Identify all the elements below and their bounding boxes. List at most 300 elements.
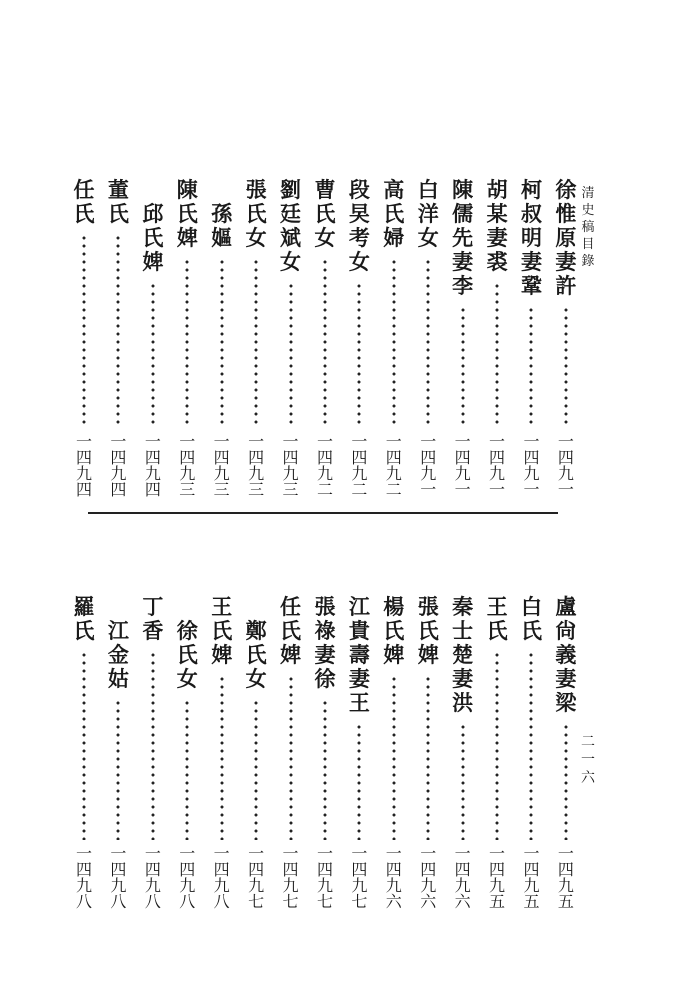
dot-leader xyxy=(289,675,293,840)
entry-page-char: 九 xyxy=(248,464,265,483)
entry-page-char: 八 xyxy=(75,892,92,911)
running-head-char: 清 xyxy=(581,186,595,201)
entry-page-char: 四 xyxy=(110,448,127,467)
dot-leader xyxy=(185,258,189,428)
toc-block-bottom xyxy=(70,595,580,910)
entry-name-char: 妻 xyxy=(452,249,474,274)
entry-name xyxy=(380,178,408,250)
running-head-char: 錄 xyxy=(581,254,595,269)
entry-name xyxy=(70,595,98,643)
entry-page xyxy=(487,434,507,498)
entry-name-char: 妻 xyxy=(555,666,577,691)
entry-name-char: 氏 xyxy=(211,618,233,643)
entry-page-char: 四 xyxy=(144,860,161,879)
entry-name-char: 氏 xyxy=(520,618,542,643)
entry-page-char: 九 xyxy=(144,464,161,483)
toc-entry[interactable] xyxy=(208,595,236,910)
entry-page-char: 一 xyxy=(454,480,471,499)
entry-name-char: 氏 xyxy=(486,618,508,643)
entry-name xyxy=(414,178,442,250)
entry-page-char: 四 xyxy=(523,448,540,467)
toc-entry[interactable] xyxy=(104,595,132,910)
toc-entry[interactable] xyxy=(277,178,305,498)
entry-name-char: 丁 xyxy=(142,594,164,619)
entry-name xyxy=(242,178,270,250)
entry-page-char: 四 xyxy=(144,448,161,467)
entry-name-char: 張 xyxy=(314,594,336,619)
entry-page-char: 九 xyxy=(523,876,540,895)
toc-entry[interactable] xyxy=(517,595,545,910)
entry-page-char: 四 xyxy=(420,860,437,879)
divider-line xyxy=(88,512,558,514)
entry-name-char: 女 xyxy=(245,666,267,691)
entry-page-char: 四 xyxy=(489,860,506,879)
entry-name-char: 祿 xyxy=(314,618,336,643)
toc-entry[interactable] xyxy=(517,178,545,498)
entry-page-char: 四 xyxy=(351,448,368,467)
entry-page xyxy=(384,846,404,910)
entry-page xyxy=(315,434,335,498)
entry-page-char: 一 xyxy=(213,844,230,863)
entry-name-char: 盧 xyxy=(555,594,577,619)
entry-name-char: 氏 xyxy=(73,201,95,226)
entry-name xyxy=(242,619,270,691)
entry-name xyxy=(483,595,511,643)
dot-leader xyxy=(495,282,499,428)
entry-page-char: 九 xyxy=(75,464,92,483)
entry-page xyxy=(315,846,335,910)
entry-page xyxy=(212,434,232,498)
entry-page-char: 四 xyxy=(179,448,196,467)
entry-page-char: 一 xyxy=(523,844,540,863)
entry-name-char: 羅 xyxy=(73,594,95,619)
toc-entry[interactable] xyxy=(380,178,408,498)
entry-page-char: 四 xyxy=(179,860,196,879)
entry-name-char: 義 xyxy=(555,642,577,667)
dot-leader xyxy=(392,675,396,840)
toc-entry[interactable] xyxy=(311,178,339,498)
dot-leader xyxy=(116,699,120,840)
entry-name-char: 裘 xyxy=(486,249,508,274)
entry-name-char: 貴 xyxy=(348,618,370,643)
entry-name-char: 江 xyxy=(348,594,370,619)
toc-entry[interactable] xyxy=(70,178,98,498)
entry-name xyxy=(277,178,305,274)
entry-name-char: 氏 xyxy=(383,201,405,226)
entry-name-char: 氏 xyxy=(245,642,267,667)
entry-name xyxy=(483,178,511,274)
dot-leader xyxy=(357,723,361,840)
entry-page-char: 四 xyxy=(557,860,574,879)
entry-page-char: 九 xyxy=(282,876,299,895)
entry-page-char: 九 xyxy=(454,876,471,895)
entry-name-char: 姑 xyxy=(107,666,129,691)
entry-page-char: 四 xyxy=(351,860,368,879)
entry-page-char: 四 xyxy=(75,480,92,499)
entry-page-char: 一 xyxy=(316,844,333,863)
entry-page xyxy=(487,846,507,910)
entry-page xyxy=(74,846,94,910)
entry-name-char: 陳 xyxy=(452,177,474,202)
entry-page-char: 九 xyxy=(489,464,506,483)
entry-name-char: 妻 xyxy=(314,642,336,667)
entry-page-char: 六 xyxy=(385,892,402,911)
entry-page-char: 九 xyxy=(557,876,574,895)
entry-name-char: 白 xyxy=(417,177,439,202)
toc-entry[interactable] xyxy=(483,595,511,910)
entry-name-char: 秦 xyxy=(452,594,474,619)
entry-page xyxy=(453,846,473,910)
toc-entry[interactable] xyxy=(208,178,236,498)
dot-leader xyxy=(220,675,224,840)
entry-page xyxy=(143,434,163,498)
toc-entry[interactable] xyxy=(139,178,167,498)
entry-name xyxy=(552,595,580,715)
entry-name-char: 邱 xyxy=(142,201,164,226)
entry-name-char: 氏 xyxy=(142,225,164,250)
entry-name-char: 婢 xyxy=(142,249,164,274)
entry-name-char: 徐 xyxy=(176,618,198,643)
entry-page-char: 一 xyxy=(179,432,196,451)
dot-leader xyxy=(564,306,568,428)
dot-leader xyxy=(289,282,293,428)
entry-name-char: 婢 xyxy=(211,642,233,667)
entry-page-char: 一 xyxy=(385,844,402,863)
entry-name xyxy=(311,178,339,250)
entry-name-char: 斌 xyxy=(280,225,302,250)
entry-page-char: 九 xyxy=(179,464,196,483)
entry-name-char: 王 xyxy=(211,594,233,619)
entry-page-char: 一 xyxy=(420,480,437,499)
dot-leader xyxy=(220,258,224,428)
running-head xyxy=(580,186,596,269)
entry-name xyxy=(414,595,442,667)
entry-name-char: 妻 xyxy=(486,225,508,250)
entry-page-char: 一 xyxy=(523,480,540,499)
toc-entry[interactable] xyxy=(242,595,270,910)
entry-name-char: 任 xyxy=(280,594,302,619)
entry-name-char: 段 xyxy=(348,177,370,202)
dot-leader xyxy=(529,306,533,428)
entry-page-char: 一 xyxy=(557,480,574,499)
entry-page-char: 一 xyxy=(385,432,402,451)
entry-page-char: 四 xyxy=(248,448,265,467)
running-head-char: 目 xyxy=(581,237,595,252)
entry-name-char: 張 xyxy=(417,594,439,619)
dot-leader xyxy=(82,234,86,428)
entry-page-char: 九 xyxy=(351,464,368,483)
entry-name-char: 曹 xyxy=(314,177,336,202)
entry-name-char: 先 xyxy=(452,225,474,250)
entry-name-char: 鞏 xyxy=(520,273,542,298)
entry-name-char: 婢 xyxy=(176,225,198,250)
page-number-char: 六 xyxy=(581,770,595,786)
entry-page-char: 八 xyxy=(110,892,127,911)
entry-name-char: 任 xyxy=(73,177,95,202)
entry-name xyxy=(345,595,373,715)
entry-page xyxy=(418,846,438,910)
entry-name-char: 氏 xyxy=(314,201,336,226)
toc-entry[interactable] xyxy=(552,178,580,498)
entry-page xyxy=(384,434,404,498)
entry-page-char: 一 xyxy=(316,432,333,451)
entry-name xyxy=(277,595,305,667)
entry-page-char: 一 xyxy=(557,844,574,863)
dot-leader xyxy=(151,651,155,840)
toc-entry[interactable] xyxy=(173,178,201,498)
entry-name-char: 李 xyxy=(452,273,474,298)
entry-page-char: 四 xyxy=(282,860,299,879)
dot-leader xyxy=(392,258,396,428)
entry-name xyxy=(173,178,201,250)
entry-name xyxy=(104,619,132,691)
entry-page-char: 五 xyxy=(557,892,574,911)
toc-entry[interactable] xyxy=(483,178,511,498)
entry-page-char: 四 xyxy=(523,860,540,879)
entry-page-char: 四 xyxy=(213,448,230,467)
entry-name-char: 氏 xyxy=(245,201,267,226)
entry-name xyxy=(552,178,580,298)
entry-name-char: 楚 xyxy=(452,642,474,667)
entry-page-char: 七 xyxy=(282,892,299,911)
toc-entry[interactable] xyxy=(552,595,580,910)
entry-page-char: 九 xyxy=(351,876,368,895)
entry-name-char: 女 xyxy=(280,249,302,274)
entry-page xyxy=(556,846,576,910)
entry-name-char: 梁 xyxy=(555,690,577,715)
entry-page-char: 一 xyxy=(248,432,265,451)
entry-name-char: 婢 xyxy=(417,642,439,667)
entry-page-char: 一 xyxy=(179,844,196,863)
toc-entry[interactable] xyxy=(345,595,373,910)
entry-name-char: 原 xyxy=(555,225,577,250)
entry-page xyxy=(246,846,266,910)
entry-page-char: 五 xyxy=(489,892,506,911)
toc-entry[interactable] xyxy=(449,595,477,910)
dot-leader xyxy=(323,258,327,428)
dot-leader xyxy=(254,699,258,840)
entry-name xyxy=(70,178,98,226)
entry-page-char: 四 xyxy=(75,860,92,879)
entry-name-char: 王 xyxy=(348,690,370,715)
entry-page-char: 一 xyxy=(557,432,574,451)
entry-page-char: 八 xyxy=(213,892,230,911)
toc-entry[interactable] xyxy=(277,595,305,910)
entry-page-char: 七 xyxy=(248,892,265,911)
toc-entry[interactable] xyxy=(449,178,477,498)
entry-page xyxy=(556,434,576,498)
entry-name-char: 洋 xyxy=(417,201,439,226)
entry-page xyxy=(349,434,369,498)
entry-page-char: 一 xyxy=(420,844,437,863)
entry-page-char: 三 xyxy=(179,480,196,499)
entry-page xyxy=(108,846,128,910)
toc-entry[interactable] xyxy=(345,178,373,498)
entry-page-char: 六 xyxy=(454,892,471,911)
entry-page-char: 九 xyxy=(179,876,196,895)
entry-name-char: 胡 xyxy=(486,177,508,202)
toc-entry[interactable] xyxy=(380,595,408,910)
entry-name xyxy=(208,595,236,667)
entry-page xyxy=(74,434,94,498)
entry-name-char: 楊 xyxy=(383,594,405,619)
entry-name-char: 氏 xyxy=(176,642,198,667)
entry-page-char: 九 xyxy=(557,464,574,483)
entry-page-char: 九 xyxy=(385,464,402,483)
entry-page xyxy=(281,434,301,498)
dot-leader xyxy=(254,258,258,428)
entry-page-char: 九 xyxy=(316,464,333,483)
entry-page-char: 九 xyxy=(282,464,299,483)
entry-page-char: 四 xyxy=(454,448,471,467)
entry-page-char: 一 xyxy=(75,432,92,451)
entry-name-char: 考 xyxy=(348,225,370,250)
entry-page xyxy=(212,846,232,910)
entry-name-char: 香 xyxy=(142,618,164,643)
entry-page-char: 一 xyxy=(282,844,299,863)
entry-page-char: 二 xyxy=(316,480,333,499)
entry-page xyxy=(418,434,438,498)
entry-page-char: 八 xyxy=(179,892,196,911)
toc-entry[interactable] xyxy=(242,178,270,498)
entry-page-char: 四 xyxy=(316,860,333,879)
entry-page-char: 三 xyxy=(213,480,230,499)
entry-page-char: 七 xyxy=(316,892,333,911)
entry-page-char: 四 xyxy=(420,448,437,467)
entry-page xyxy=(143,846,163,910)
entry-name xyxy=(345,178,373,274)
entry-page xyxy=(108,434,128,498)
entry-page-char: 九 xyxy=(420,876,437,895)
entry-name-char: 婦 xyxy=(383,225,405,250)
entry-page-char: 九 xyxy=(110,876,127,895)
dot-leader xyxy=(323,699,327,840)
entry-name xyxy=(380,595,408,667)
entry-name-char: 妻 xyxy=(555,249,577,274)
entry-name-char: 王 xyxy=(486,594,508,619)
entry-name xyxy=(139,202,167,274)
entry-page-char: 一 xyxy=(110,844,127,863)
toc-entry[interactable] xyxy=(311,595,339,910)
entry-page-char: 九 xyxy=(316,876,333,895)
running-head-char: 稿 xyxy=(581,220,595,235)
entry-page-char: 九 xyxy=(385,876,402,895)
entry-page-char: 九 xyxy=(523,464,540,483)
entry-name xyxy=(208,202,236,250)
entry-page-char: 九 xyxy=(110,464,127,483)
entry-page-char: 八 xyxy=(144,892,161,911)
dot-leader xyxy=(357,282,361,428)
entry-page xyxy=(177,846,197,910)
entry-page-char: 一 xyxy=(454,432,471,451)
running-head-char: 史 xyxy=(581,203,595,218)
toc-entry[interactable] xyxy=(104,178,132,498)
entry-page-char: 四 xyxy=(489,448,506,467)
dot-leader xyxy=(185,699,189,840)
entry-name-char: 女 xyxy=(348,249,370,274)
entry-page xyxy=(521,846,541,910)
entry-name-char: 氏 xyxy=(73,618,95,643)
entry-page-char: 一 xyxy=(144,432,161,451)
entry-name xyxy=(517,178,545,298)
toc-entry[interactable] xyxy=(139,595,167,910)
entry-page-char: 九 xyxy=(420,464,437,483)
entry-name xyxy=(104,178,132,226)
entry-name-char: 旲 xyxy=(348,201,370,226)
toc-entry[interactable] xyxy=(414,595,442,910)
entry-name xyxy=(449,595,477,715)
toc-entry[interactable] xyxy=(70,595,98,910)
page-number-char: 一 xyxy=(581,752,595,768)
toc-entry[interactable] xyxy=(173,595,201,910)
entry-name-char: 江 xyxy=(107,618,129,643)
entry-name-char: 明 xyxy=(520,225,542,250)
entry-page-char: 五 xyxy=(523,892,540,911)
entry-page xyxy=(281,846,301,910)
entry-page-char: 四 xyxy=(385,448,402,467)
entry-name-char: 妻 xyxy=(452,666,474,691)
entry-name xyxy=(449,178,477,298)
entry-name-char: 女 xyxy=(245,225,267,250)
entry-name xyxy=(517,595,545,643)
entry-page-char: 一 xyxy=(489,844,506,863)
entry-page-char: 四 xyxy=(316,448,333,467)
entry-page-char: 七 xyxy=(351,892,368,911)
entry-page-char: 二 xyxy=(351,480,368,499)
dot-leader xyxy=(461,723,465,840)
entry-page-char: 四 xyxy=(557,448,574,467)
entry-name-char: 妻 xyxy=(348,666,370,691)
entry-name-char: 金 xyxy=(107,642,129,667)
entry-page-char: 九 xyxy=(489,876,506,895)
entry-page-char: 一 xyxy=(75,844,92,863)
toc-entry[interactable] xyxy=(414,178,442,498)
entry-page-char: 四 xyxy=(110,480,127,499)
page-number xyxy=(580,735,596,785)
dot-leader xyxy=(82,651,86,840)
entry-page-char: 九 xyxy=(454,464,471,483)
dot-leader xyxy=(426,258,430,428)
entry-name-char: 士 xyxy=(452,618,474,643)
entry-name-char: 婢 xyxy=(383,642,405,667)
entry-page-char: 二 xyxy=(385,480,402,499)
entry-name-char: 高 xyxy=(383,177,405,202)
entry-page-char: 一 xyxy=(420,432,437,451)
entry-name-char: 張 xyxy=(245,177,267,202)
entry-name-char: 女 xyxy=(417,225,439,250)
entry-name-char: 柯 xyxy=(520,177,542,202)
dot-leader xyxy=(151,282,155,428)
entry-page xyxy=(453,434,473,498)
entry-name-char: 儒 xyxy=(452,201,474,226)
entry-page-char: 四 xyxy=(110,860,127,879)
dot-leader xyxy=(564,723,568,840)
entry-name-char: 許 xyxy=(555,273,577,298)
entry-page xyxy=(349,846,369,910)
entry-page-char: 三 xyxy=(282,480,299,499)
entry-page-char: 六 xyxy=(420,892,437,911)
entry-page-char: 一 xyxy=(489,432,506,451)
entry-page-char: 三 xyxy=(248,480,265,499)
entry-name xyxy=(139,595,167,643)
entry-page-char: 九 xyxy=(75,876,92,895)
entry-name-char: 劉 xyxy=(280,177,302,202)
toc-block-top xyxy=(70,178,580,498)
entry-page xyxy=(521,434,541,498)
entry-name-char: 廷 xyxy=(280,201,302,226)
entry-page-char: 四 xyxy=(248,860,265,879)
dot-leader xyxy=(461,306,465,428)
